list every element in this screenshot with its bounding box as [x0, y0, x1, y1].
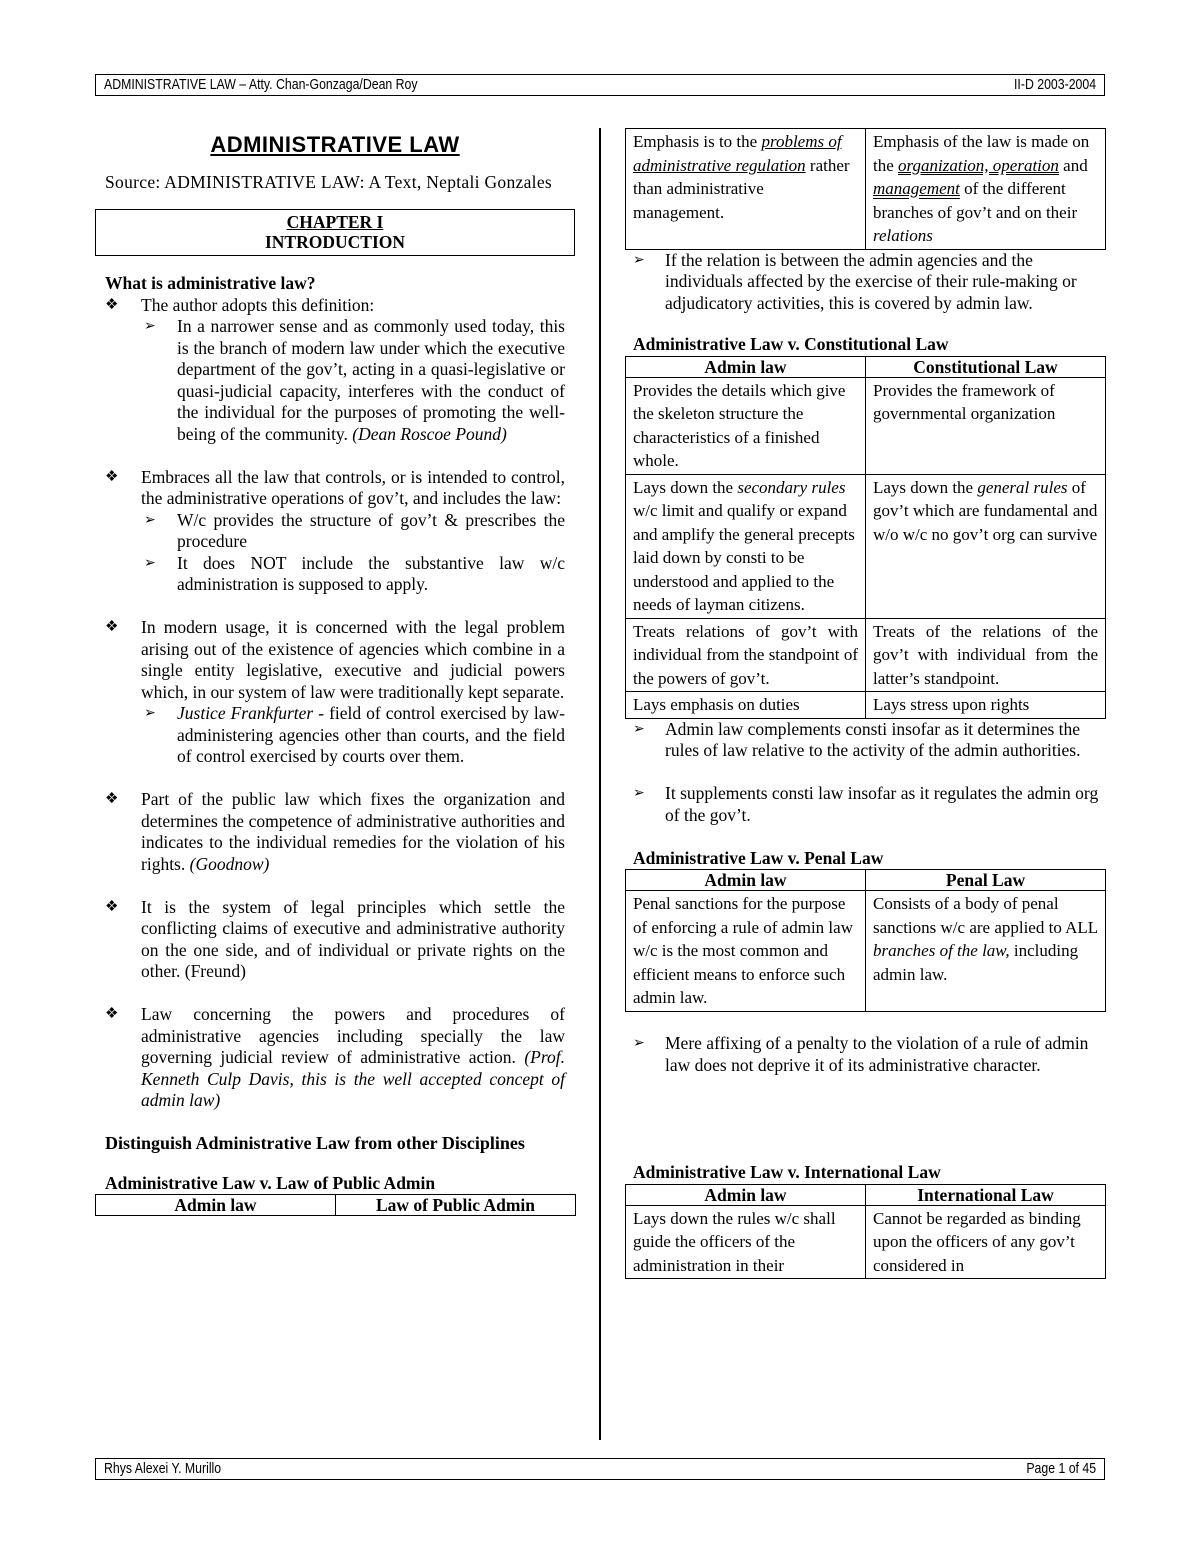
table-cell: Lays down the rules w/c shall guide the officers of the administration in their — [626, 1205, 866, 1279]
bullet-item: ❖ It is the system of legal principles which settle the conflicting claims of executive and administrative authority on the one side, and of individual or private rights on the other. (Freund) — [105, 896, 565, 981]
comparison-heading: Administrative Law v. Penal Law — [633, 847, 884, 868]
arrow-bullet-icon: ➢ — [633, 252, 645, 268]
page-header — [95, 74, 1105, 96]
chapter-box — [95, 209, 575, 256]
comparison-table-international — [625, 1184, 1106, 1280]
comparison-heading: Administrative Law v. International Law — [633, 1162, 941, 1182]
chapter-title: INTRODUCTION — [264, 232, 406, 252]
sub-bullet-item: ➢ It supplements consti law insofar as it regulates the admin org of the gov’t. — [633, 783, 1099, 825]
table-cell: Provides the details which give the skeleton structure the characteristics of a finished whole. — [626, 377, 866, 474]
diamond-bullet-icon: ❖ — [105, 898, 119, 915]
footer-page-number: Page 1 of 45 — [1026, 1460, 1096, 1477]
table-cell: Lays stress upon rights — [866, 692, 1106, 719]
citation: (Prof. Kenneth Culp Davis, this is the well accepted concept of admin law) — [141, 1047, 565, 1110]
table-header: Admin law — [96, 1195, 336, 1216]
table-cell: Emphasis of the law is made on the organization, operation and management of the different branches of gov’t and on their relations — [866, 129, 1106, 250]
sub-bullet-item: ➢ If the relation is between the admin agencies and the individuals affected by the exercise of their rule-making or adjudicatory activities, this is covered by admin law. — [633, 249, 1077, 313]
bullet-item: ❖ In modern usage, it is concerned with the legal problem arising out of the existence of agencies which combine in a single entity legislative, executive and judicial powers which, in our system of law were traditionally kept separate. ➢ Justice Frankfurter - field of control exercised by law-administering agencies other than courts, and the field of control exercised by courts over them. — [105, 617, 565, 766]
bullet-item: ❖ Law concerning the powers and procedures of administrative agencies including specially the law governing judicial review of administrative action. (Prof. Kenneth Culp Davis, this is the well accepted concept of admin law) — [105, 1004, 565, 1110]
header-section: II-D 2003-2004 — [1013, 76, 1096, 93]
header-course: ADMINISTRATIVE LAW – Atty. Chan-Gonzaga/Dean Roy — [104, 76, 418, 93]
sub-bullet-item: ➢ Justice Frankfurter - field of control exercised by law-administering agencies other than courts, and the field of control exercised by courts over them. — [144, 703, 565, 766]
arrow-bullet-icon: ➢ — [633, 786, 645, 801]
source-line: Source: ADMINISTRATIVE LAW: A Text, Neptali Gonzales — [105, 171, 552, 192]
table-cell: Cannot be regarded as binding upon the officers of any gov’t considered in — [866, 1205, 1106, 1279]
comparison-heading: Administrative Law v. Law of Public Admin — [105, 1172, 436, 1193]
table-header: International Law — [866, 1184, 1106, 1205]
right-column — [633, 128, 1105, 1279]
diamond-bullet-icon: ❖ — [105, 791, 119, 807]
question-heading: What is administrative law? — [105, 273, 316, 293]
sub-bullet-item: ➢ Mere affixing of a penalty to the violation of a rule of admin law does not deprive it of its administrative character. — [633, 1033, 1089, 1075]
table-cell: Penal sanctions for the purpose of enforcing a rule of admin law w/c is the most common and efficient means to enforce such admin law. — [626, 891, 866, 1012]
table-header: Admin law — [626, 870, 866, 891]
arrow-bullet-icon: ➢ — [144, 512, 156, 528]
bullet-item: ❖ The author adopts this definition: ➢ In a narrower sense and as commonly used today, this is the branch of modern law under which the executive department of the gov’t, acting in a quasi-legislative or quasi-judicial capacity, interferes with the conduct of the individual for the purposes of promoting the well-being of the community. (Dean Roscoe Pound) — [105, 294, 565, 444]
sub-bullet-item: ➢ Admin law complements consti insofar as it determines the rules of law relative to the activity of the admin authorities. — [633, 718, 1081, 760]
diamond-bullet-icon: ❖ — [105, 1006, 119, 1022]
table-cell: Lays down the secondary rules w/c limit and qualify or expand and amplify the general precepts laid down by consti to be understood and applied to the needs of layman citizens. — [626, 474, 866, 618]
table-header: Admin law — [626, 1184, 866, 1205]
diamond-bullet-icon: ❖ — [105, 468, 119, 485]
page-footer — [95, 1458, 1105, 1480]
table-cell: Provides the framework of governmental organization — [866, 377, 1106, 474]
arrow-bullet-icon: ➢ — [144, 555, 156, 571]
table-header: Penal Law — [866, 870, 1106, 891]
table-header: Admin law — [626, 356, 866, 377]
footer-author: Rhys Alexei Y. Murillo — [104, 1460, 222, 1477]
comparison-table-penal — [625, 869, 1106, 1012]
diamond-bullet-icon: ❖ — [105, 619, 119, 635]
diamond-bullet-icon: ❖ — [105, 296, 119, 313]
comparison-heading: Administrative Law v. Constitutional Law — [633, 334, 949, 354]
table-cell: Treats relations of gov’t with individual from the standpoint of the powers of gov’t. — [626, 618, 866, 692]
sub-bullet-item: ➢ W/c provides the structure of gov’t & prescribes the procedure — [144, 509, 565, 551]
bullet-item: ❖ Embraces all the law that controls, or is intended to control, the administrative operations of gov’t, and includes the law: ➢ W/c provides the structure of gov’t & prescribes the procedure ➢ It does NOT include the substantive law w/c administration is supposed to apply. — [105, 466, 565, 594]
comparison-table-constitutional — [625, 356, 1106, 719]
bullet-item: ❖ Part of the public law which fixes the organization and determines the competence of administrative authorities and indicates to the individual remedies for the violation of his rights. (Goodnow) — [105, 789, 565, 874]
arrow-bullet-icon: ➢ — [144, 706, 156, 721]
table-cell: Lays emphasis on duties — [626, 692, 866, 719]
table-cell: Treats of the relations of the gov’t with individual from the latter’s standpoint. — [866, 618, 1106, 692]
sub-bullet-item: ➢ It does NOT include the substantive law w/c administration is supposed to apply. — [144, 552, 565, 594]
arrow-bullet-icon: ➢ — [633, 1036, 645, 1051]
table-cell: Emphasis is to the problems of administrative regulation rather than administrative management. — [626, 129, 866, 250]
arrow-bullet-icon: ➢ — [633, 721, 645, 737]
table-header: Law of Public Admin — [336, 1195, 576, 1216]
table-cell: Lays down the general rules of gov’t which are fundamental and w/o w/c no gov’t org can survive — [866, 474, 1106, 618]
table-header: Constitutional Law — [866, 356, 1106, 377]
arrow-bullet-icon: ➢ — [144, 319, 156, 334]
comparison-table-public-admin-cont — [625, 128, 1106, 250]
citation: (Goodnow) — [189, 853, 270, 874]
sub-bullet-item: ➢ In a narrower sense and as commonly used today, this is the branch of modern law under which the executive department of the gov’t, acting in a quasi-legislative or quasi-judicial capacity, interferes with the conduct of the individual for the purposes of promoting the well-being of the community. (Dean Roscoe Pound) — [144, 316, 565, 444]
comparison-table-public-admin — [95, 1194, 576, 1216]
chapter-number: CHAPTER I — [286, 212, 384, 232]
table-cell: Consists of a body of penal sanctions w/c are applied to ALL branches of the law, including admin law. — [866, 891, 1106, 1012]
left-column — [105, 130, 565, 1216]
section-heading: Distinguish Administrative Law from other Disciplines — [105, 1133, 525, 1153]
document-title: ADMINISTRATIVE LAW — [210, 132, 460, 157]
citation: (Dean Roscoe Pound) — [352, 423, 507, 444]
